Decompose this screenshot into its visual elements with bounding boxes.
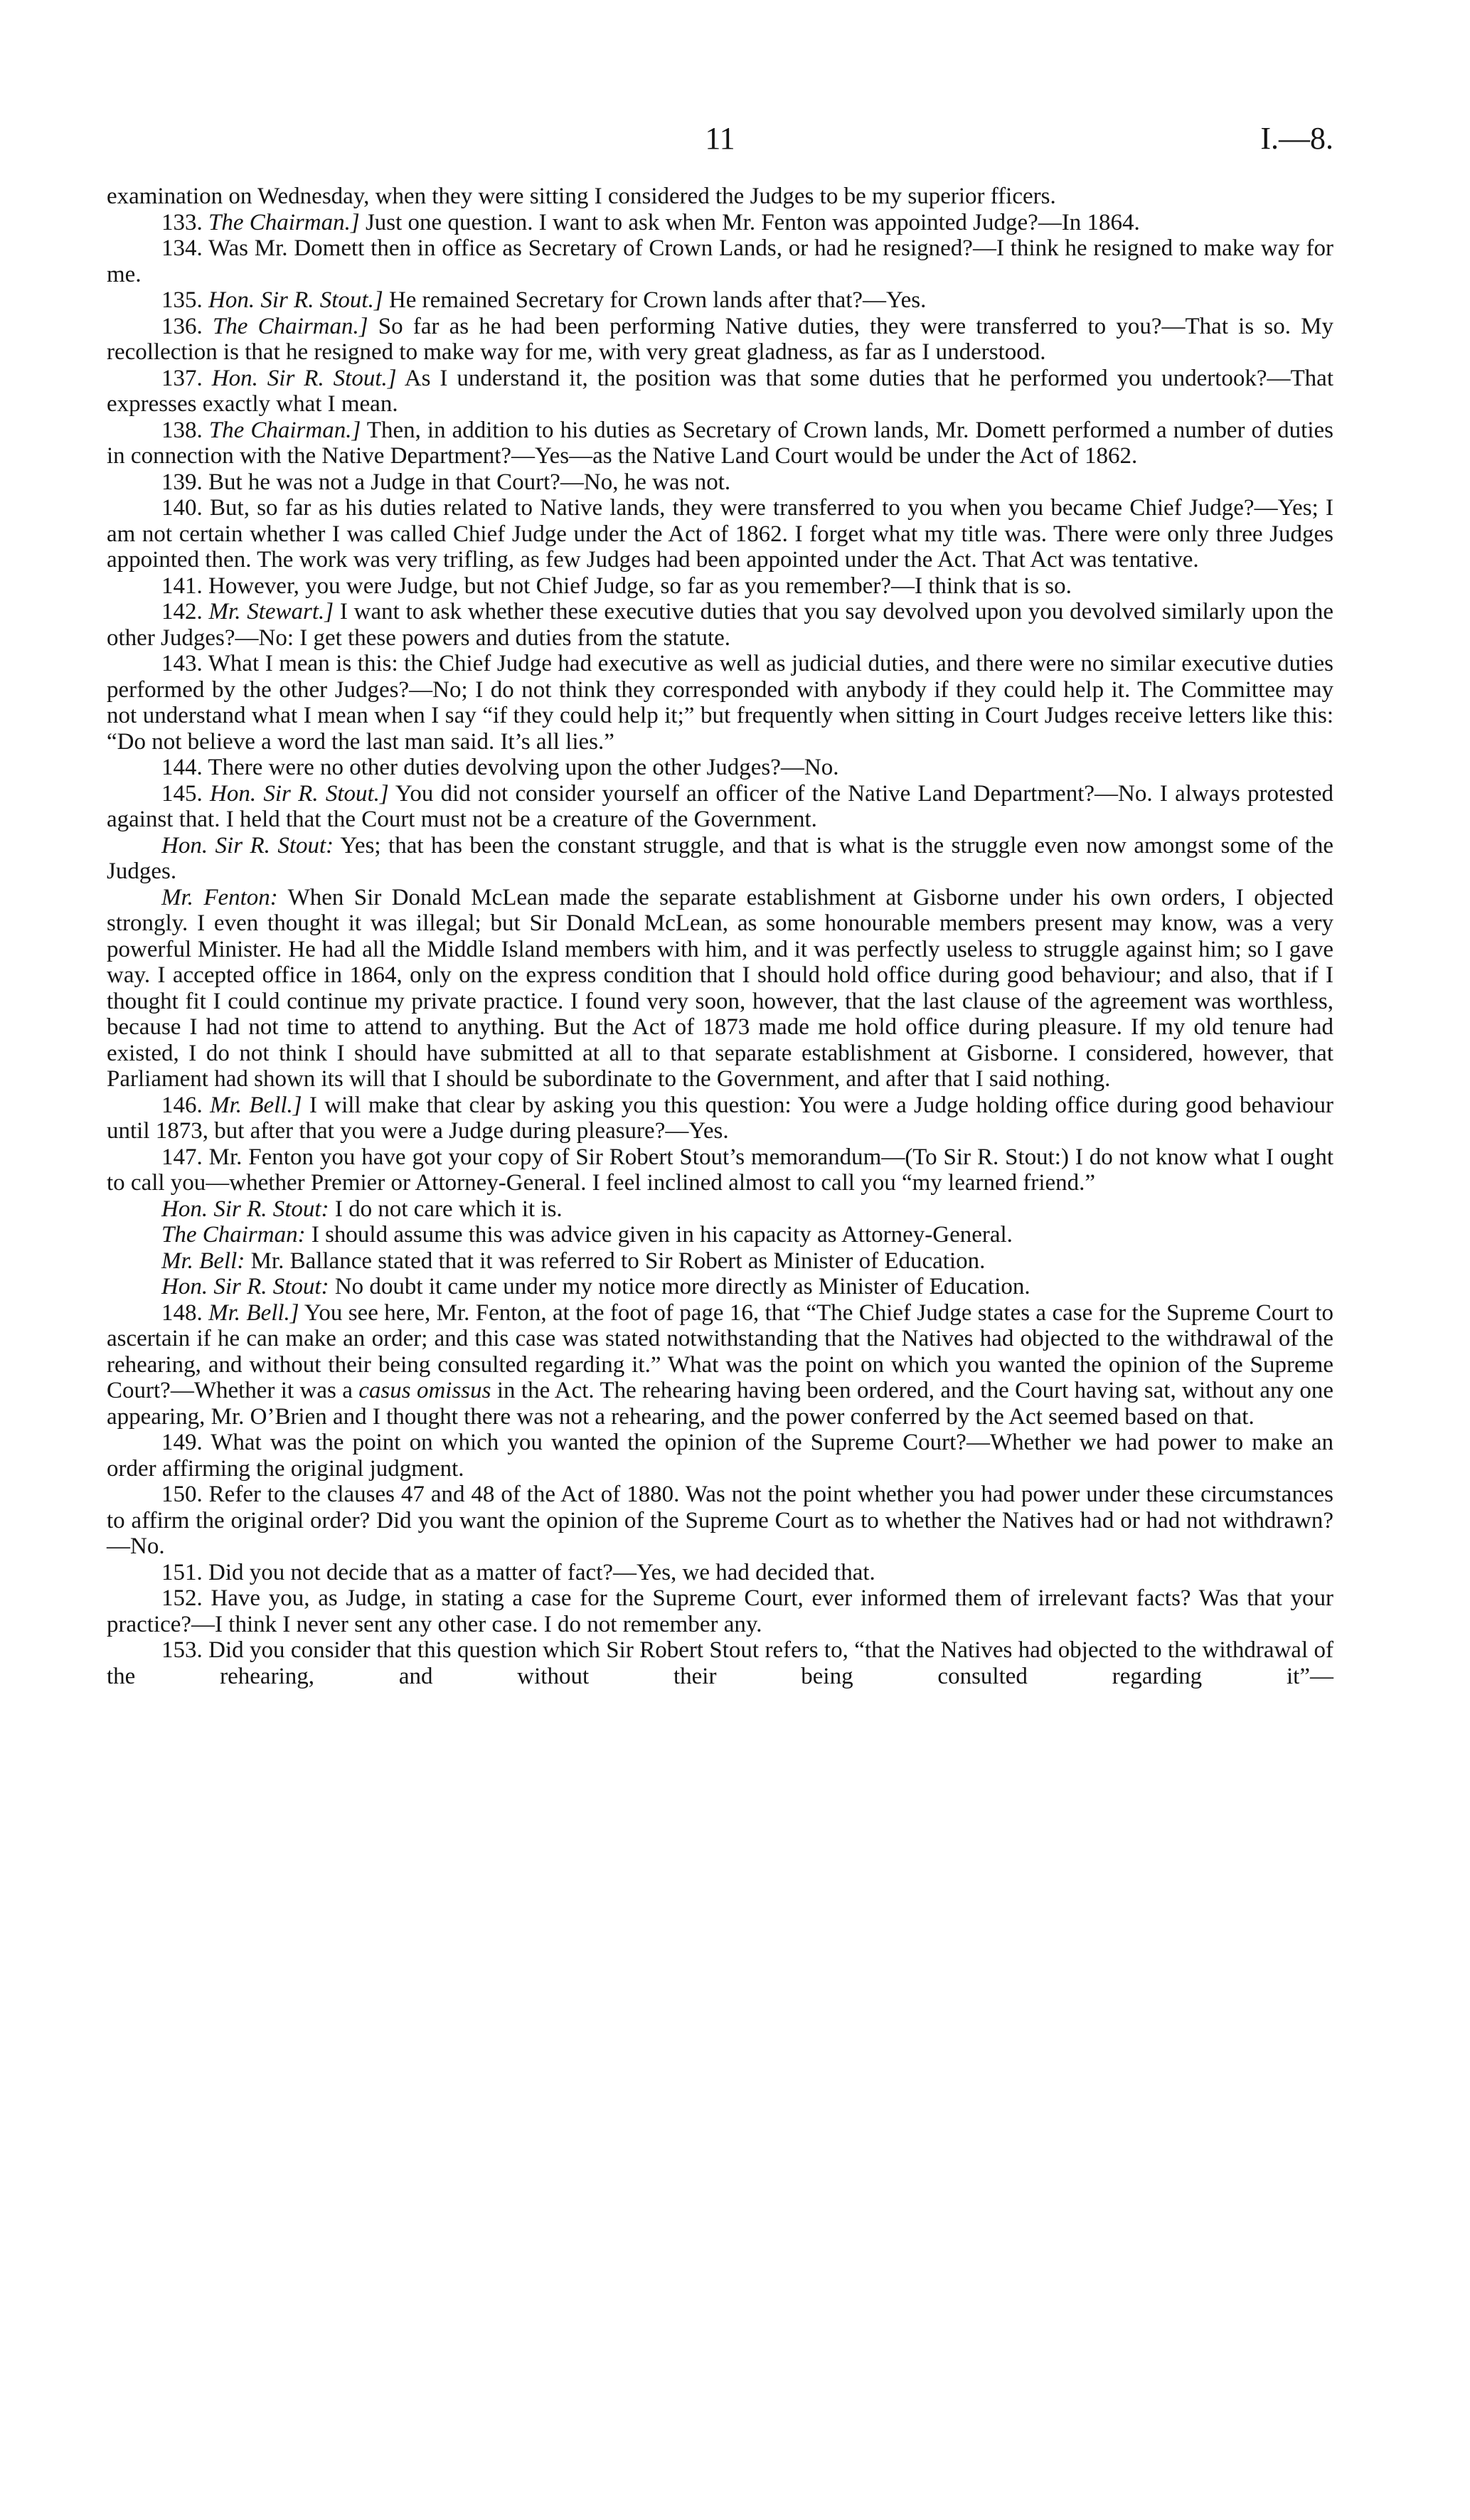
- paragraph-135: [107, 287, 1333, 314]
- question-number: 133.: [161, 209, 203, 235]
- paragraph-text: You see here, Mr. Fenton, at the foot of page 16, that “The Chief Judge states a case for the Supreme Court to ascertain if he can make an order; and this case was stated notwithstanding that the Natives had objected to the withdrawal of the rehearing, and without their being consulted regarding it.” What was the point on which you wanted the opinion of the Supreme Court?—Whether it was a casus omissus in the Act. The rehearing having been ordered, and the Court having sat, without any one appearing, Mr. O’Brien and I thought there was not a rehearing, and the power conferred by the Act seemed based on that.: [107, 1299, 1334, 1430]
- paragraph-153: [107, 1637, 1333, 1689]
- paragraph-144: [107, 755, 1333, 781]
- paragraph-152: [107, 1585, 1333, 1637]
- paragraph-text: There were no other duties devolving upon the other Judges?—No.: [208, 755, 839, 780]
- question-number: 138.: [161, 417, 203, 443]
- paragraph-145: [107, 781, 1333, 833]
- question-number: 144.: [161, 755, 203, 780]
- statement-fenton: [107, 885, 1333, 1092]
- paragraph-138: [107, 418, 1333, 469]
- speaker: Mr. Bell.]: [210, 1092, 302, 1118]
- paragraph-text: When Sir Donald McLean made the separate establishment at Gisborne under his own orders, I objected strongly. I even thought it was illegal; but Sir Donald McLean, as some honourable members present may know, was a very powerful Minister. He had all the Middle Island members with him, and it was perfectly useless to struggle against him; so I gave way. I accepted office in 1864, only on the express condition that I should hold office during good behaviour; and also, that if I thought fit I could continue my private practice. I found very soon, however, that the last clause of the agreement was worthless, because I had not time to attend to anything. But the Act of 1873 made me hold office during pleasure. If my old tenure had existed, I do not think I should have submitted at all to that separate establishment at Gisborne. I considered, however, that Parliament had shown its will that I should be subordinate to the Government, and after that I said nothing.: [107, 884, 1334, 1092]
- paragraph-text: I will make that clear by asking you this question: You were a Judge holding office during good behaviour until 1873, but after that you were a Judge during pleasure?—Yes.: [107, 1092, 1333, 1144]
- statement-stout-3: [107, 1274, 1333, 1300]
- paragraph-continuation: [107, 184, 1333, 210]
- paragraph-147: [107, 1144, 1333, 1196]
- speaker: The Chairman.]: [208, 209, 360, 235]
- speaker: The Chairman.]: [208, 417, 361, 443]
- paragraph-text: I do not care which it is.: [334, 1196, 563, 1222]
- paragraph-text: Then, in addition to his duties as Secretary of Crown lands, Mr. Domett performed a number of duties in connection with the Native Department?—Yes—as the Native Land Court would be under the Act of 1862.: [107, 417, 1333, 469]
- question-number: 141.: [161, 573, 203, 599]
- paragraph-133: [107, 210, 1333, 236]
- paragraph-text: But he was not a Judge in that Court?—No, he was not.: [208, 469, 731, 495]
- paragraph-text: Mr. Ballance stated that it was referred to Sir Robert as Minister of Education.: [250, 1248, 986, 1274]
- statement-bell: [107, 1248, 1333, 1275]
- paragraph-139: [107, 469, 1333, 496]
- question-number: 151.: [161, 1559, 203, 1585]
- question-number: 136.: [161, 313, 203, 339]
- paragraph-134: [107, 235, 1333, 287]
- speaker: The Chairman.]: [212, 313, 368, 339]
- speaker: Hon. Sir R. Stout.]: [211, 365, 397, 391]
- paragraph-143: [107, 651, 1333, 755]
- paragraph-148: [107, 1300, 1333, 1430]
- paragraph-text: Did you not decide that as a matter of fact?—Yes, we had decided that.: [208, 1559, 875, 1585]
- question-number: 134.: [161, 235, 203, 261]
- question-number: 139.: [161, 469, 203, 495]
- page-header: [107, 117, 1333, 160]
- paragraph-150: [107, 1482, 1333, 1560]
- paragraph-text: I want to ask whether these executive duties that you say devolved upon you devolved similarly upon the other Judges?—No: I get these powers and duties from the statute.: [107, 599, 1334, 651]
- paragraph-text: But, so far as his duties related to Native lands, they were transferred to you when you became Chief Judge?—Yes; I am not certain whether I was called Chief Judge under the Act of 1862. I forget what my title was. There were only three Judges appointed then. The work was very trifling, as few Judges had been appointed under the Act. That Act was tentative.: [107, 495, 1334, 573]
- question-number: 148.: [161, 1299, 203, 1326]
- speaker: Mr. Stewart.]: [208, 599, 334, 624]
- question-number: 152.: [161, 1585, 203, 1611]
- paragraph-text: Just one question. I want to ask when Mr. Fenton was appointed Judge?—In 1864.: [365, 209, 1140, 235]
- paragraph-text: examination on Wednesday, when they were sitting I considered the Judges to be my superior fficers.: [107, 184, 1056, 209]
- speaker: Mr. Bell:: [161, 1248, 245, 1274]
- paragraph-text: As I understand it, the position was that some duties that he performed you undertook?—That expresses exactly what I mean.: [107, 365, 1333, 417]
- paragraph-text: Refer to the clauses 47 and 48 of the Act of 1880. Was not the point whether you had power under these circumstances to affirm the original order? Did you want the opinion of the Supreme Court as to whether the Natives had or had not withdrawn?—No.: [107, 1482, 1333, 1559]
- statement-chairman: [107, 1222, 1333, 1248]
- paragraph-text: Yes; that has been the constant struggle, and that is what is the struggle even now amongst some of the Judges.: [107, 832, 1334, 884]
- paragraph-146: [107, 1092, 1333, 1144]
- paragraph-text: No doubt it came under my notice more directly as Minister of Education.: [334, 1274, 1030, 1299]
- question-number: 143.: [161, 651, 203, 676]
- question-number: 150.: [161, 1482, 203, 1507]
- paragraph-141: [107, 573, 1333, 600]
- body-text: [107, 184, 1333, 1689]
- paragraph-text: Was Mr. Domett then in office as Secretary of Crown Lands, or had he resigned?—I think he resigned to make way for me.: [107, 235, 1333, 287]
- page-number: 11: [705, 121, 735, 156]
- paragraph-text: So far as he had been performing Native duties, they were transferred to you?—That is so. My recollection is that he resigned to make way for me, with very great gladness, as far as I understood.: [107, 313, 1334, 365]
- paragraph-text: However, you were Judge, but not Chief Judge, so far as you remember?—I think that is so.: [208, 573, 1072, 599]
- paragraph-text: What I mean is this: the Chief Judge had executive as well as judicial duties, and there were no similar executive duties performed by the other Judges?—No; I do not think they corresponded with anybody if they could help it. The Committee may not understand what I mean when I say “if they could help it;” but frequently when sitting in Court Judges receive letters like this: “Do not believe a word the last man said. It’s all lies.”: [107, 651, 1334, 755]
- speaker: Hon. Sir R. Stout:: [161, 1196, 329, 1222]
- paragraph-151: [107, 1560, 1333, 1586]
- paragraph-text: I should assume this was advice given in his capacity as Attorney-General.: [311, 1222, 1013, 1248]
- speaker: Mr. Fenton:: [161, 884, 278, 910]
- paragraph-136: [107, 314, 1333, 366]
- paragraph-142: [107, 599, 1333, 651]
- paragraph-text: He remained Secretary for Crown lands after that?—Yes.: [388, 287, 927, 313]
- statement-stout-1: [107, 833, 1333, 885]
- question-number: 142.: [161, 599, 203, 624]
- statement-stout-2: [107, 1196, 1333, 1223]
- speaker: Hon. Sir R. Stout.]: [208, 287, 383, 313]
- speaker: Mr. Bell.]: [208, 1299, 299, 1326]
- paragraph-text: You did not consider yourself an officer of the Native Land Department?—No. I always protested against that. I held that the Court must not be a creature of the Government.: [107, 780, 1333, 832]
- question-number: 147.: [161, 1144, 203, 1170]
- paragraph-149: [107, 1430, 1333, 1482]
- question-number: 153.: [161, 1637, 203, 1663]
- paragraph-text: Did you consider that this question which Sir Robert Stout refers to, “that the Natives had objected to the withdrawal of the rehearing, and without their being consulted regarding it”—: [107, 1637, 1333, 1689]
- question-number: 149.: [161, 1430, 203, 1455]
- speaker: Hon. Sir R. Stout:: [161, 1274, 329, 1299]
- speaker: The Chairman:: [161, 1222, 306, 1248]
- question-number: 137.: [161, 365, 203, 391]
- question-number: 135.: [161, 287, 203, 313]
- speaker: Hon. Sir R. Stout:: [161, 832, 334, 858]
- paragraph-text: What was the point on which you wanted the opinion of the Supreme Court?—Whether we had power to make an order affirming the original judgment.: [107, 1430, 1333, 1482]
- question-number: 145.: [161, 780, 203, 807]
- paragraph-text: Have you, as Judge, in stating a case for the Supreme Court, ever informed them of irrelevant facts? Was that your practice?—I think I never sent any other case. I do not remember any.: [107, 1585, 1334, 1637]
- paragraph-140: [107, 495, 1333, 573]
- question-number: 140.: [161, 495, 203, 521]
- speaker: Hon. Sir R. Stout.]: [210, 780, 389, 807]
- paragraph-text: Mr. Fenton you have got your copy of Sir Robert Stout’s memorandum—(To Sir R. Stout:) I do not know what I ought to call you—whether Premier or Attorney-General. I feel inclined almost to call you “my learned friend.”: [107, 1144, 1334, 1196]
- document-reference: I.—8.: [1260, 121, 1333, 156]
- question-number: 146.: [161, 1092, 203, 1118]
- paragraph-137: [107, 366, 1333, 418]
